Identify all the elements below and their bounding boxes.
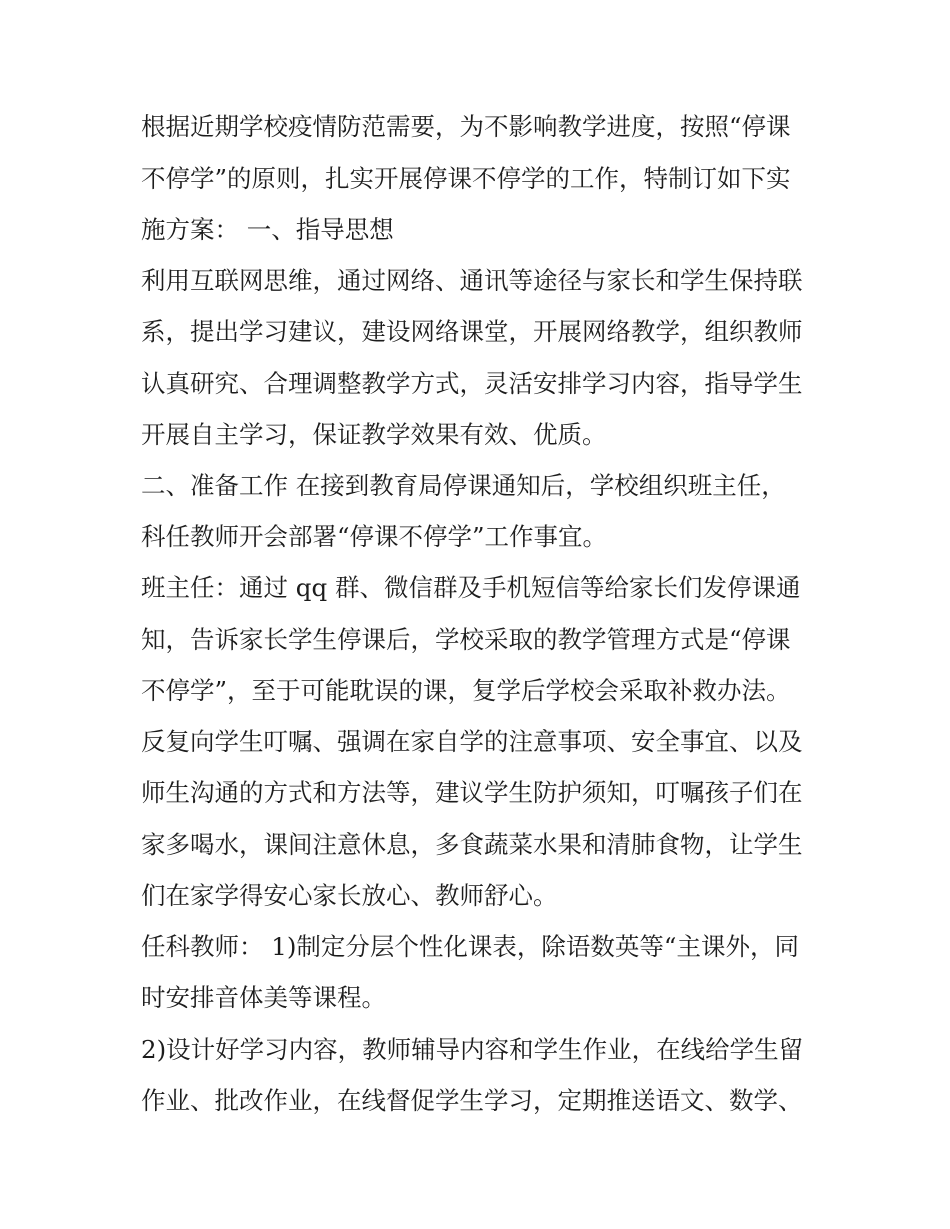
text-line: 作业、批改作业，在线督促学生学习，定期推送语文、数学、	[141, 1086, 803, 1115]
text-line: 家多喝水，课间注意休息，多食蔬菜水果和清肺食物，让学生	[141, 830, 803, 859]
text-line: 反复向学生叮嘱、强调在家自学的注意事项、安全事宜、以及	[141, 727, 803, 756]
text-line: 根据近期学校疫情防范需要，为不影响教学进度，按照“停课	[141, 112, 791, 141]
text-line: 不停学”，至于可能耽误的课，复学后学校会采取补救办法。	[141, 676, 791, 705]
text-line: 知，告诉家长学生停课后，学校采取的教学管理方式是“停课	[141, 625, 791, 654]
text-line: 不停学”的原则，扎实开展停课不停学的工作，特制订如下实	[141, 164, 791, 193]
text-line: 时安排音体美等课程。	[141, 983, 386, 1012]
text-line: 系，提出学习建议，建设网络课堂，开展网络教学，组织教师	[141, 317, 803, 346]
text-line: 科任教师开会部署“停课不停学”工作事宜。	[141, 522, 608, 551]
text-line: 认真研究、合理调整教学方式，灵活安排学习内容，指导学生	[141, 369, 803, 398]
text-line: 任科教师： 1)制定分层个性化课表，除语数英等“主课外，同	[141, 932, 799, 961]
text-line: 2)设计好学习内容，教师辅导内容和学生作业，在线给学生留	[141, 1035, 804, 1064]
text-line: 二、准备工作 在接到教育局停课通知后，学校组织班主任，	[141, 471, 786, 500]
text-line: 师生沟通的方式和方法等，建议学生防护须知，叮嘱孩子们在	[141, 778, 803, 807]
text-line: 施方案： 一、指导思想	[141, 215, 394, 244]
text-line: 开展自主学习，保证教学效果有效、优质。	[141, 420, 607, 449]
text-line: 班主任：通过 qq 群、微信群及手机短信等给家长们发停课通	[141, 573, 801, 602]
text-line: 利用互联网思维，通过网络、通讯等途径与家长和学生保持联	[141, 266, 803, 295]
text-line: 们在家学得安心家长放心、教师舒心。	[141, 881, 558, 910]
